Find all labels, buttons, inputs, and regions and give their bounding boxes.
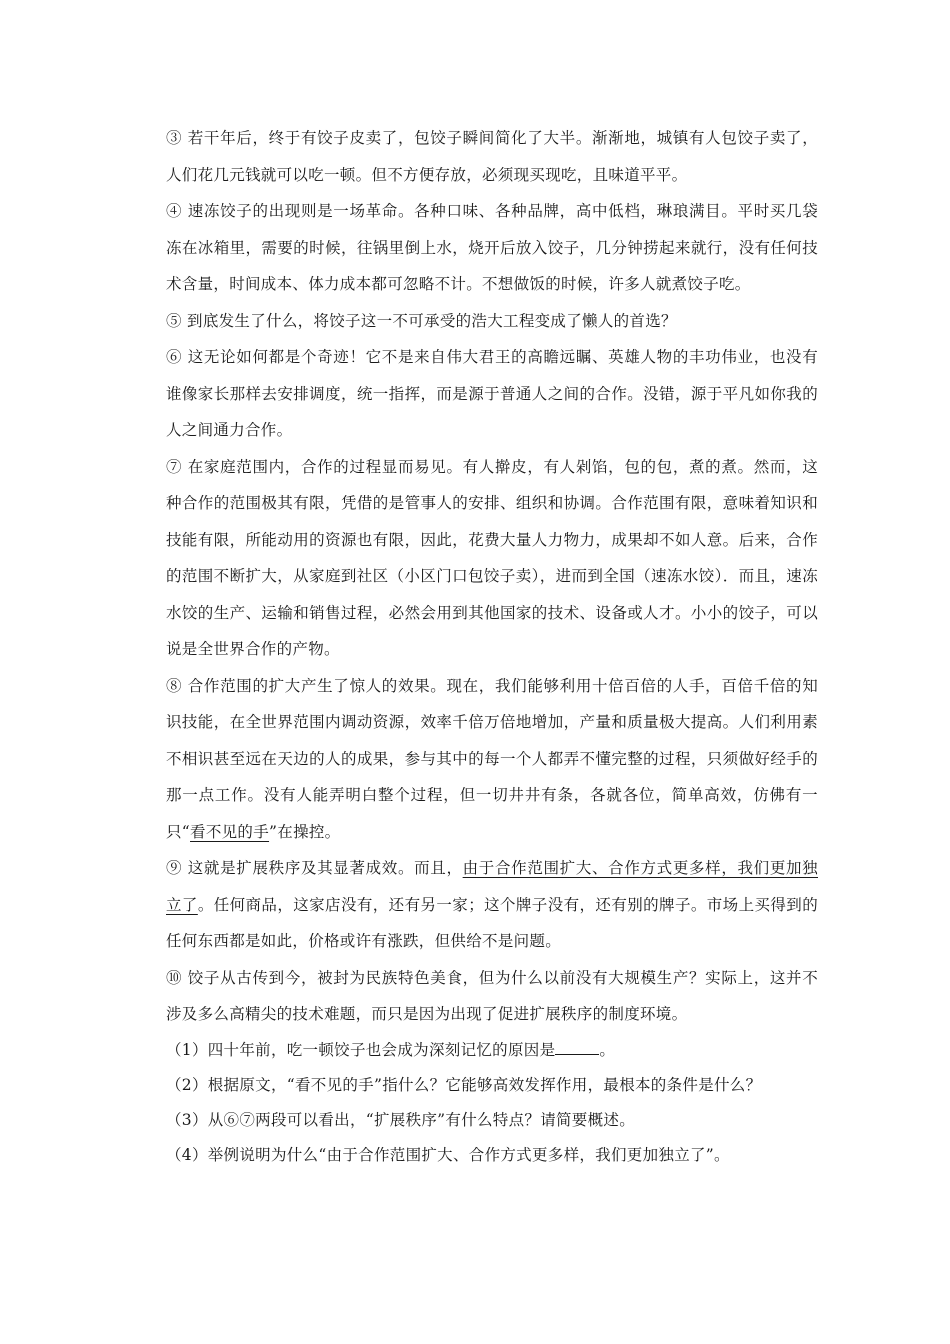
paragraph-4: ④ 速冻饺子的出现则是一场革命。各种口味、各种品牌，高中低档，琳琅满目。平时买几袋冻在冰箱里，需要的时候，往锅里倒上水，烧开后放入饺子，几分钟捞起来就行，没有任何技术含量，时间成本、体力成本都可忽略不计。不想做饭的时候，许多人就煮饺子吃。 [166, 202, 818, 293]
question-1 [166, 1033, 818, 1068]
question-1-end: 。 [599, 1040, 616, 1059]
paragraph-10: ⑩ 饺子从古传到今，被封为民族特色美食，但为什么以前没有大规模生产？实际上，这并不涉及多么高精尖的技术难题，而只是因为出现了促进扩展秩序的制度环境。 [166, 968, 818, 1023]
answer-blank[interactable] [555, 1036, 599, 1055]
paragraph-8 [166, 668, 818, 851]
question-4: （4）举例说明为什么“由于合作范围扩大、合作方式更多样，我们更加独立了”。 [166, 1145, 730, 1164]
reading-passage [166, 120, 818, 1173]
paragraph-7: ⑦ 在家庭范围内，合作的过程显而易见。有人擀皮，有人剁馅，包的包，煮的煮。然而，这种合作的范围极其有限，凭借的是管事人的安排、组织和协调。合作范围有限，意味着知识和技能有限，所能动用的资源也有限，因此，花费大量人力物力，成果却不如人意。后来，合作的范围不断扩大，从家庭到社区（小区门口包饺子卖），进而到全国（速冻水饺）．而且，速冻水饺的生产、运输和销售过程，必然会用到其他国家的技术、设备或人才。小小的饺子，可以说是全世界合作的产物。 [166, 457, 818, 658]
underlined-sentence-independence: 由于合作范围扩大、合作方式更多样，我们更加独立了 [166, 859, 818, 914]
paragraph-9-tail: 。任何商品，这家店没有，还有另一家；这个牌子没有，还有别的牌子。市场上买得到的任何东西都是如此，价格或许有涨跌，但供给不是问题。 [166, 895, 818, 950]
underlined-phrase-invisible-hand: 看不见的手 [190, 822, 270, 841]
question-1-text: （1）四十年前，吃一顿饺子也会成为深刻记忆的原因是 [166, 1040, 556, 1059]
paragraph-9-text: ⑨ 这就是扩展秩序及其显著成效。而且， [166, 859, 463, 877]
paragraph-6: ⑥ 这无论如何都是个奇迹！它不是来自伟大君王的高瞻远瞩、英雄人物的丰功伟业，也没有谁像家长那样去安排调度，统一指挥，而是源于普通人之间的合作。没错，源于平凡如你我的人之间通力合作。 [166, 348, 818, 439]
question-list [166, 1033, 818, 1173]
paragraph-5: ⑤ 到底发生了什么，将饺子这一不可承受的浩大工程变成了懒人的首选？ [166, 311, 677, 330]
paragraph-8-text: ⑧ 合作范围的扩大产生了惊人的效果。现在，我们能够利用十倍百倍的人手，百倍千倍的知识技能，在全世界范围内调动资源，效率千倍万倍地增加，产量和质量极大提高。人们利用素不相识甚至远在天边的人的成果，参与其中的每一个人都弄不懂完整的过程，只须做好经手的那一点工作。没有人能弄明白整个过程，但一切井井有条，各就各位，简单高效，仿佛有一只“ [166, 676, 818, 841]
paragraph-9 [166, 850, 818, 960]
question-2: （2）根据原文，“看不见的手”指什么？它能够高效发挥作用，最根本的条件是什么？ [166, 1075, 762, 1094]
paragraph-3: ③ 若干年后，终于有饺子皮卖了，包饺子瞬间简化了大半。渐渐地，城镇有人包饺子卖了，人们花几元钱就可以吃一顿。但不方便存放，必须现买现吃，且味道平平。 [166, 129, 818, 184]
question-3: （3）从⑥⑦两段可以看出，“扩展秩序”有什么特点？请简要概述。 [166, 1110, 636, 1129]
paragraph-8-tail: ”在操控。 [269, 822, 341, 841]
